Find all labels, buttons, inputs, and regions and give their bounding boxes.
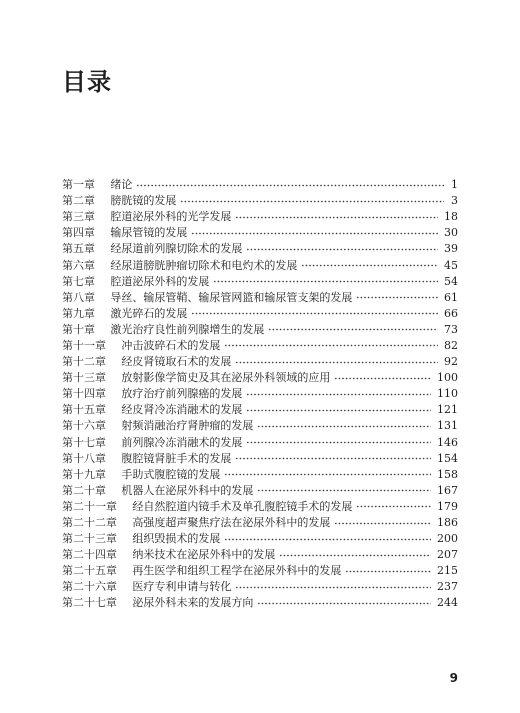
leader-dots xyxy=(235,216,438,219)
page-ref: 30 xyxy=(444,226,458,240)
page-ref: 18 xyxy=(444,210,458,224)
chapter-title: 手助式腹腔镜的发展 xyxy=(121,467,221,481)
chapter-label: 第十三章 xyxy=(62,371,106,385)
chapter-label: 第二十一章 xyxy=(62,499,117,513)
page-ref: 207 xyxy=(437,548,458,562)
page-ref: 154 xyxy=(437,451,458,465)
toc-entry xyxy=(62,499,458,515)
chapter-label: 第九章 xyxy=(62,306,95,320)
toc-entry xyxy=(62,370,458,386)
leader-dots xyxy=(246,441,431,444)
chapter-title: 组织毁损术的发展 xyxy=(132,532,221,546)
page-ref: 110 xyxy=(437,387,458,401)
chapter-label: 第七章 xyxy=(62,274,95,288)
chapter-title: 机器人在泌尿外科中的发展 xyxy=(121,483,254,497)
chapter-label: 第十二章 xyxy=(62,355,106,369)
toc-entry xyxy=(62,322,458,338)
page-ref: 200 xyxy=(437,532,458,546)
chapter-label: 第三章 xyxy=(62,210,95,224)
toc-entry xyxy=(62,274,458,290)
chapter-label: 第四章 xyxy=(62,226,95,240)
page-ref: 54 xyxy=(444,274,458,288)
page-ref: 237 xyxy=(437,580,458,594)
toc-entry xyxy=(62,209,458,225)
page-ref: 131 xyxy=(437,419,458,433)
chapter-title: 经皮肾冷冻消融术的发展 xyxy=(121,403,243,417)
toc-entry xyxy=(62,193,458,209)
chapter-label: 第十八章 xyxy=(62,451,106,465)
chapter-title: 经皮肾镜取石术的发展 xyxy=(121,355,232,369)
chapter-title: 腔道泌尿外科的发展 xyxy=(110,274,210,288)
toc-entry xyxy=(62,338,458,354)
chapter-label: 第二十章 xyxy=(62,483,106,497)
leader-dots xyxy=(257,489,431,492)
page-ref: 186 xyxy=(437,516,458,530)
chapter-title: 输尿管镜的发展 xyxy=(110,226,188,240)
chapter-title: 放疗治疗前列腺癌的发展 xyxy=(121,387,243,401)
toc-entry xyxy=(62,418,458,434)
leader-dots xyxy=(180,200,444,203)
chapter-title: 导丝、输尿管鞘、输尿管网篮和输尿管支架的发展 xyxy=(110,290,353,304)
chapter-title: 放射影像学简史及其在泌尿外科领域的应用 xyxy=(121,371,331,385)
toc-entry xyxy=(62,241,458,257)
leader-dots xyxy=(257,602,431,605)
chapter-label: 第十一章 xyxy=(62,338,106,352)
leader-dots xyxy=(356,296,438,299)
toc-entry xyxy=(62,563,458,579)
toc-entry xyxy=(62,402,458,418)
leader-dots xyxy=(246,409,431,412)
leader-dots xyxy=(213,280,438,283)
chapter-label: 第六章 xyxy=(62,258,95,272)
chapter-label: 第十章 xyxy=(62,322,95,336)
chapter-label: 第十七章 xyxy=(62,435,106,449)
chapter-title: 经自然腔道内镜手术及单孔腹腔镜手术的发展 xyxy=(132,499,353,513)
toc-entry xyxy=(62,467,458,483)
chapter-label: 第五章 xyxy=(62,242,95,256)
chapter-title: 射频消融治疗肾肿瘤的发展 xyxy=(121,419,254,433)
page-ref: 146 xyxy=(437,435,458,449)
page-ref: 3 xyxy=(451,194,458,208)
page-ref: 244 xyxy=(437,596,458,610)
leader-dots xyxy=(246,248,438,251)
leader-dots xyxy=(235,586,431,589)
chapter-title: 再生医学和组织工程学在泌尿外科中的发展 xyxy=(132,564,342,578)
page-ref: 100 xyxy=(437,371,458,385)
leader-dots xyxy=(191,312,438,315)
page-ref: 45 xyxy=(444,258,458,272)
toc-entry xyxy=(62,225,458,241)
page-ref: 61 xyxy=(444,290,458,304)
page-ref: 121 xyxy=(437,403,458,417)
toc-entry xyxy=(62,386,458,402)
toc-entry xyxy=(62,257,458,273)
chapter-title: 经尿道膀胱肿瘤切除术和电灼术的发展 xyxy=(110,258,298,272)
leader-dots xyxy=(356,505,431,508)
chapter-title: 前列腺冷冻消融术的发展 xyxy=(121,435,243,449)
chapter-title: 激光碎石的发展 xyxy=(110,306,188,320)
chapter-label: 第一章 xyxy=(62,178,95,192)
chapter-label: 第二十三章 xyxy=(62,532,117,546)
page-title: 目录 xyxy=(62,68,112,96)
chapter-label: 第十四章 xyxy=(62,387,106,401)
leader-dots xyxy=(279,554,431,557)
toc-entry xyxy=(62,483,458,499)
toc-entry xyxy=(62,451,458,467)
chapter-label: 第十五章 xyxy=(62,403,106,417)
page-ref: 82 xyxy=(444,338,458,352)
toc-entry xyxy=(62,306,458,322)
page-ref: 167 xyxy=(437,483,458,497)
leader-dots xyxy=(136,184,444,187)
chapter-title: 腹腔镜肾脏手术的发展 xyxy=(121,451,232,465)
chapter-title: 腔道泌尿外科的光学发展 xyxy=(110,210,232,224)
page-number: 9 xyxy=(449,671,458,685)
page-ref: 158 xyxy=(437,467,458,481)
toc-entry xyxy=(62,435,458,451)
toc-entry xyxy=(62,354,458,370)
chapter-title: 绪论 xyxy=(110,178,133,192)
chapter-title: 纳米技术在泌尿外科中的发展 xyxy=(132,548,276,562)
toc-entry xyxy=(62,547,458,563)
page-ref: 92 xyxy=(444,355,458,369)
chapter-title: 膀胱镜的发展 xyxy=(110,194,177,208)
chapter-label: 第二十二章 xyxy=(62,516,117,530)
toc-entry xyxy=(62,515,458,531)
chapter-title: 泌尿外科未来的发展方向 xyxy=(132,596,254,610)
chapter-label: 第二十六章 xyxy=(62,580,117,594)
leader-dots xyxy=(301,264,438,267)
page-ref: 73 xyxy=(444,322,458,336)
toc-entry xyxy=(62,290,458,306)
chapter-label: 第二十五章 xyxy=(62,564,117,578)
chapter-title: 医疗专利申请与转化 xyxy=(132,580,232,594)
chapter-title: 冲击波碎石术的发展 xyxy=(121,338,221,352)
toc-entry xyxy=(62,531,458,547)
leader-dots xyxy=(345,570,431,573)
toc-entry xyxy=(62,595,458,611)
leader-dots xyxy=(334,377,431,380)
page-ref: 215 xyxy=(437,564,458,578)
toc-entry xyxy=(62,177,458,193)
leader-dots xyxy=(235,361,438,364)
leader-dots xyxy=(235,457,431,460)
leader-dots xyxy=(191,232,438,235)
page-ref: 1 xyxy=(451,178,458,192)
leader-dots xyxy=(268,328,438,331)
leader-dots xyxy=(224,473,431,476)
leader-dots xyxy=(246,393,431,396)
chapter-label: 第八章 xyxy=(62,290,95,304)
leader-dots xyxy=(334,522,431,525)
chapter-label: 第十六章 xyxy=(62,419,106,433)
chapter-title: 激光治疗良性前列腺增生的发展 xyxy=(110,322,265,336)
leader-dots xyxy=(224,538,431,541)
page-ref: 66 xyxy=(444,306,458,320)
toc-entry xyxy=(62,579,458,595)
chapter-label: 第二十四章 xyxy=(62,548,117,562)
leader-dots xyxy=(224,344,438,347)
page-ref: 39 xyxy=(444,242,458,256)
chapter-label: 第十九章 xyxy=(62,467,106,481)
chapter-label: 第二章 xyxy=(62,194,95,208)
page-ref: 179 xyxy=(437,499,458,513)
chapter-label: 第二十七章 xyxy=(62,596,117,610)
chapter-title: 高强度超声聚焦疗法在泌尿外科中的发展 xyxy=(132,516,331,530)
table-of-contents xyxy=(62,177,458,612)
chapter-title: 经尿道前列腺切除术的发展 xyxy=(110,242,243,256)
leader-dots xyxy=(257,425,431,428)
